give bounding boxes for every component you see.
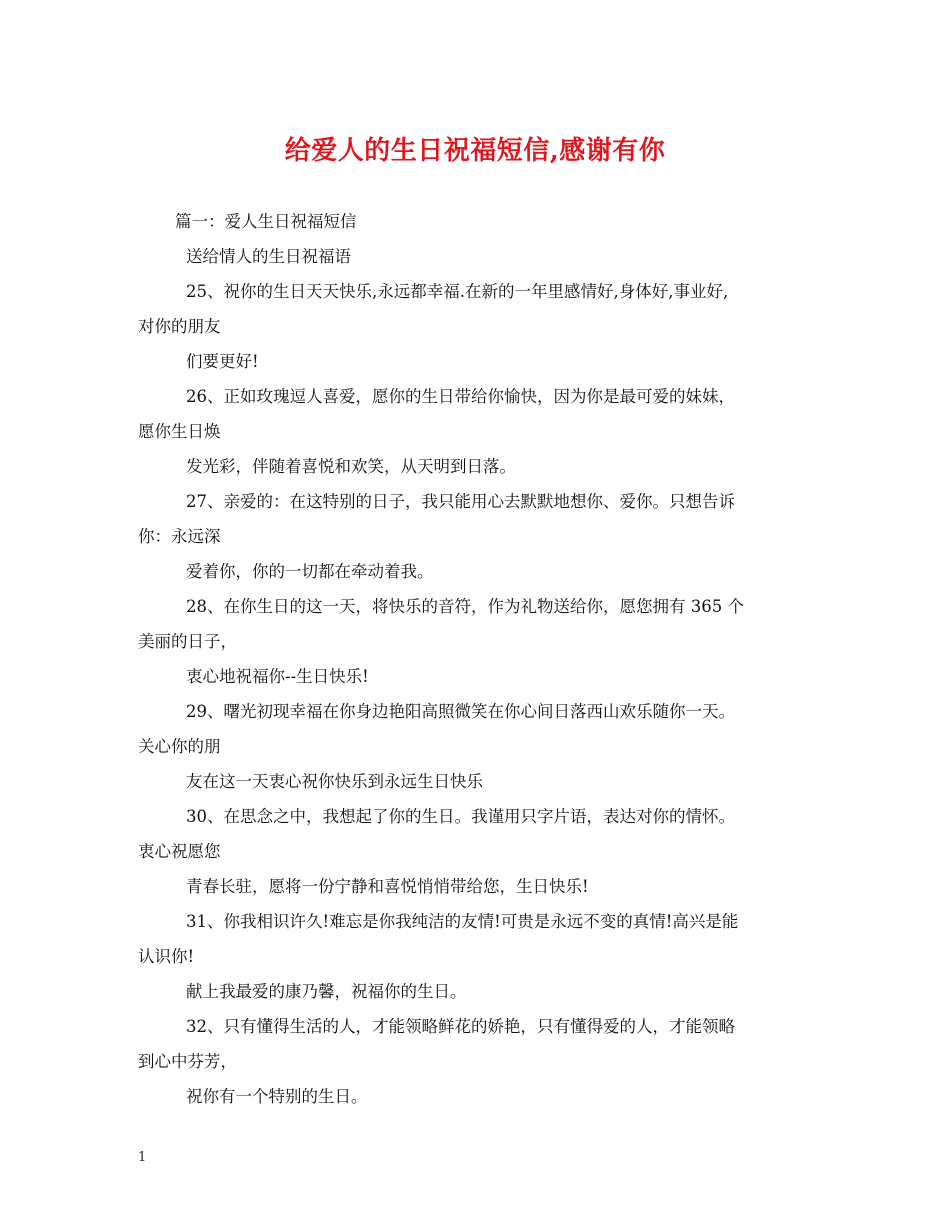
- text-line: 爱着你，你的一切都在牵动着我。: [186, 562, 434, 581]
- text-line: 27、亲爱的：在这特别的日子，我只能用心去默默地想你、爱你。只想告诉: [186, 492, 735, 511]
- text-line: 30、在思念之中，我想起了你的生日。我谨用只字片语，表达对你的情怀。: [186, 807, 735, 826]
- text-line: 友在这一天衷心祝你快乐到永远生日快乐: [186, 772, 483, 791]
- text-line: 篇一：爱人生日祝福短信: [175, 212, 357, 231]
- text-line: 关心你的朋: [138, 737, 221, 756]
- text-line: 送给情人的生日祝福语: [186, 247, 351, 266]
- text-line: 发光彩，伴随着喜悦和欢笑，从天明到日落。: [186, 457, 516, 476]
- text-line: 29、曙光初现幸福在你身边艳阳高照微笑在你心间日落西山欢乐随你一天。: [186, 702, 735, 721]
- text-line: 衷心祝愿您: [138, 842, 221, 861]
- document-body: [138, 204, 814, 1114]
- text-line: 愿你生日焕: [138, 422, 221, 441]
- text-line: 美丽的日子，: [138, 632, 237, 651]
- text-line: 你：永远深: [138, 527, 221, 546]
- text-line: 衷心地祝福你--生日快乐!: [186, 667, 369, 686]
- document-title: 给爱人的生日祝福短信,感谢有你: [284, 136, 666, 166]
- text-line: 们要更好!: [186, 352, 259, 371]
- text-line: 对你的朋友: [138, 317, 221, 336]
- text-line: 青春长驻，愿将一份宁静和喜悦悄悄带给您，生日快乐!: [186, 877, 589, 896]
- page-number: 1: [138, 1150, 147, 1165]
- text-line: 28、在你生日的这一天，将快乐的音符，作为礼物送给你，愿您拥有 365 个: [186, 597, 744, 616]
- text-line: 25、祝你的生日天天快乐,永远都幸福.在新的一年里感情好,身体好,事业好,: [186, 282, 729, 301]
- text-line: 32、只有懂得生活的人，才能领略鲜花的娇艳，只有懂得爱的人，才能领略: [186, 1017, 735, 1036]
- text-line: 献上我最爱的康乃馨，祝福你的生日。: [186, 982, 467, 1001]
- text-line: 认识你!: [138, 947, 195, 966]
- text-line: 31、你我相识许久!难忘是你我纯洁的友情!可贵是永远不变的真情!高兴是能: [186, 912, 739, 931]
- text-line: 祝你有一个特别的生日。: [186, 1087, 368, 1106]
- text-line: 26、正如玫瑰逗人喜爱，愿你的生日带给你愉快，因为你是最可爱的妹妹，: [186, 387, 735, 406]
- text-line: 到心中芬芳，: [138, 1052, 237, 1071]
